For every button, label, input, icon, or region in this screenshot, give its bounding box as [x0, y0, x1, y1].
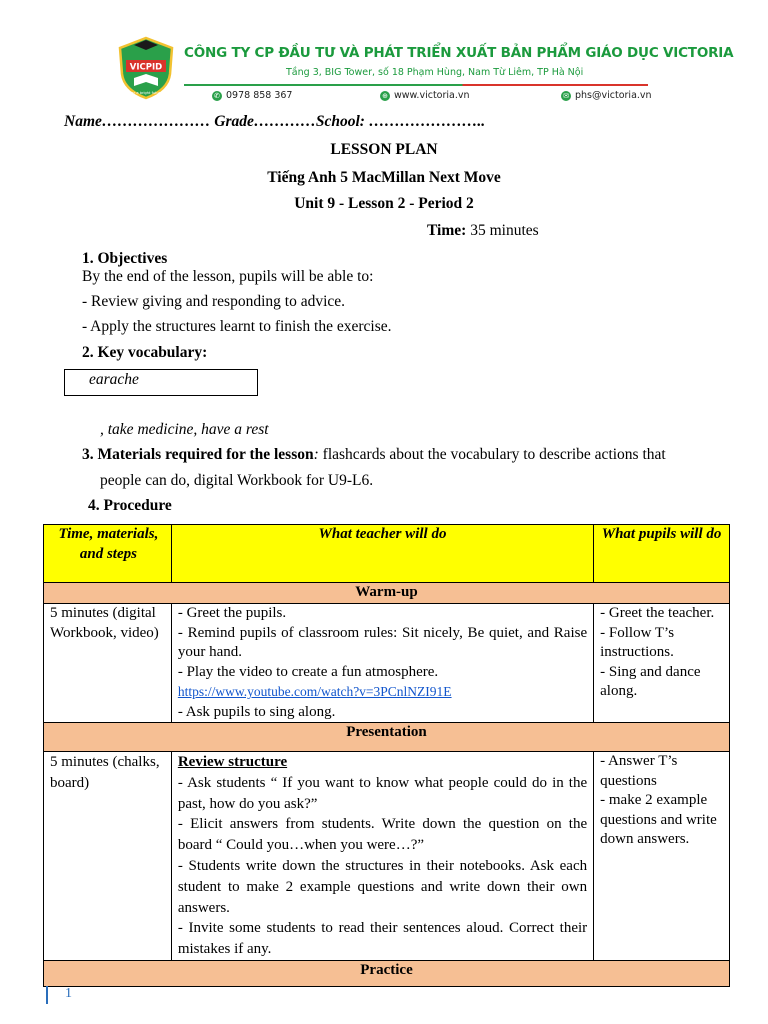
procedure-table — [43, 524, 730, 987]
stage-row-presentation — [44, 723, 730, 752]
email-contact — [561, 90, 652, 101]
review-structure-heading: Review structure — [177, 754, 288, 770]
objectives-intro: By the end of the lesson, pupils will be able to: — [82, 268, 374, 285]
stage-label: Practice — [44, 960, 730, 986]
procedure-heading: 4. Procedure — [88, 497, 172, 514]
pupil-step: - Follow T’s instructions. — [600, 624, 675, 660]
objective-item: - Apply the structures learnt to finish the exercise. — [82, 318, 392, 335]
materials-heading: 3. Materials required for the lesson — [82, 446, 314, 463]
phone-text: 0978 858 367 — [226, 90, 293, 101]
teacher-step: - Greet the pupils. — [177, 605, 287, 621]
footer-bar — [46, 986, 48, 1004]
teacher-step: - Invite some students to read their sentences aloud. Correct their mistakes if any. — [177, 920, 588, 958]
vicpid-logo-icon — [112, 34, 180, 100]
stage-row-practice — [44, 960, 730, 986]
document-subtitle: Tiếng Anh 5 MacMillan Next Move — [267, 169, 501, 186]
website-text: www.victoria.vn — [394, 90, 470, 101]
document-title: LESSON PLAN — [330, 141, 438, 158]
pupil-step: - Sing and dance along. — [600, 663, 701, 699]
materials-text-2: people can do, digital Workbook for U9-L6. — [100, 472, 374, 489]
table-row — [44, 752, 730, 961]
pupil-step: - Answer T’s questions — [600, 753, 678, 789]
stage-row-warmup — [44, 583, 730, 604]
teacher-step: - Ask students “ If you want to know what people could do in the past, how do you ask?” — [177, 774, 588, 812]
phone-icon: ✆ — [212, 91, 222, 101]
presentation-pupils — [594, 752, 730, 961]
logo-text: VICPID — [129, 62, 163, 73]
teacher-step: - Students write down the structures in their notebooks. Ask each student to make 2 example questions and write down their own answers. — [177, 857, 588, 916]
table-header-row — [44, 525, 730, 583]
contact-line — [184, 84, 652, 106]
stage-label: Warm-up — [44, 583, 730, 604]
objective-item: - Review giving and responding to advice. — [82, 293, 346, 310]
vocabulary-box: earache — [64, 369, 258, 396]
header-time: Time, materials, and steps — [44, 525, 172, 583]
header-pupils: What pupils will do — [594, 525, 730, 583]
letterhead — [112, 32, 734, 107]
unit-lesson-line: Unit 9 - Lesson 2 - Period 2 — [294, 195, 474, 212]
warmup-pupils — [594, 604, 730, 723]
header-teacher: What teacher will do — [171, 525, 593, 583]
vocabulary-heading: 2. Key vocabulary: — [82, 344, 208, 361]
email-text: phs@victoria.vn — [575, 90, 652, 101]
materials-colon: : — [313, 446, 319, 463]
time-label: Time: — [427, 222, 467, 239]
website-contact — [380, 90, 470, 101]
stage-label: Presentation — [44, 723, 730, 752]
time-line — [427, 222, 539, 240]
materials-text-1: flashcards about the vocabulary to describe actions that — [318, 446, 666, 463]
globe-icon: ⊕ — [380, 91, 390, 101]
teacher-step: - Ask pupils to sing along. — [177, 703, 336, 720]
presentation-time: 5 minutes (chalks, board) — [44, 752, 172, 961]
mail-icon: ✉ — [561, 91, 571, 101]
company-name: CÔNG TY CP ĐẦU TƯ VÀ PHÁT TRIỂN XUẤT BẢN PHẨM GIÁO DỤC VICTORIA — [184, 45, 734, 61]
teacher-step: - Elicit answers from students. Write down the question on the board “ Could you…when you were…?” — [177, 816, 588, 854]
time-value: 35 minutes — [466, 222, 539, 239]
pupil-step: - make 2 example questions and write down answers. — [600, 792, 717, 847]
phone-contact — [212, 90, 292, 101]
table-row — [44, 604, 730, 723]
teacher-step: - Play the video to create a fun atmosphere. — [177, 663, 439, 680]
name-grade-school-line: Name………………… Grade…………School: ………………….. — [64, 113, 486, 130]
logo-subtext: For a bright future — [129, 91, 163, 95]
warmup-time: 5 minutes (digital Workbook, video) — [44, 604, 172, 723]
materials-line-1 — [82, 446, 666, 464]
objectives-heading: 1. Objectives — [82, 250, 168, 267]
company-address: Tầng 3, BIG Tower, số 18 Phạm Hùng, Nam Từ Liêm, TP Hà Nội — [286, 67, 584, 78]
pupil-step: - Greet the teacher. — [600, 605, 715, 621]
teacher-step: - Remind pupils of classroom rules: Sit nicely, Be quiet, and Raise your hand. — [177, 624, 588, 660]
page-number: 1 — [65, 986, 72, 1001]
presentation-teacher — [171, 752, 593, 961]
warmup-teacher — [171, 604, 593, 723]
letterhead-rule — [184, 84, 648, 86]
vocabulary-rest: , take medicine, have a rest — [100, 421, 269, 438]
video-link[interactable]: https://www.youtube.com/watch?v=3PCnlNZI91E — [177, 684, 452, 699]
